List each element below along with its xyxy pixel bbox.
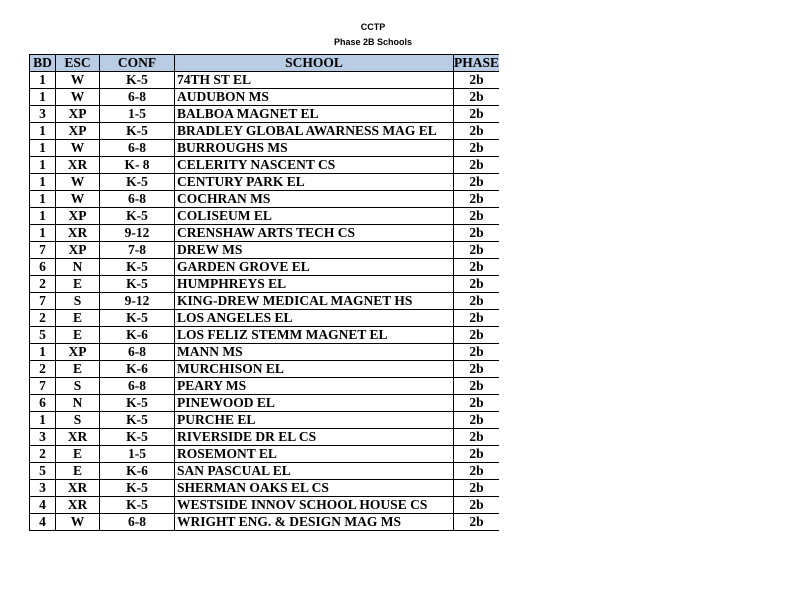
- cell-conf: 6-8: [100, 140, 175, 157]
- table-row: [30, 327, 500, 344]
- cell-phase: 2b: [454, 276, 500, 293]
- cell-phase: 2b: [454, 344, 500, 361]
- cell-school: CRENSHAW ARTS TECH CS: [175, 225, 454, 242]
- cell-bd: 4: [30, 497, 56, 514]
- cell-esc: E: [56, 463, 100, 480]
- cell-esc: W: [56, 191, 100, 208]
- cell-phase: 2b: [454, 208, 500, 225]
- document-title: CCTP: [360, 22, 386, 32]
- cell-bd: 3: [30, 106, 56, 123]
- cell-school: HUMPHREYS EL: [175, 276, 454, 293]
- table-row: [30, 463, 500, 480]
- cell-conf: K-5: [100, 276, 175, 293]
- cell-bd: 1: [30, 174, 56, 191]
- cell-phase: 2b: [454, 463, 500, 480]
- cell-conf: 1-5: [100, 446, 175, 463]
- cell-bd: 7: [30, 293, 56, 310]
- cell-school: AUDUBON MS: [175, 89, 454, 106]
- cell-bd: 2: [30, 276, 56, 293]
- table-row: [30, 259, 500, 276]
- table-row: [30, 157, 500, 174]
- cell-phase: 2b: [454, 191, 500, 208]
- cell-bd: 1: [30, 344, 56, 361]
- cell-conf: 9-12: [100, 293, 175, 310]
- cell-phase: 2b: [454, 157, 500, 174]
- cell-conf: 9-12: [100, 225, 175, 242]
- cell-conf: K-6: [100, 463, 175, 480]
- column-header-school: SCHOOL: [175, 55, 454, 72]
- cell-school: SAN PASCUAL EL: [175, 463, 454, 480]
- cell-school: CELERITY NASCENT CS: [175, 157, 454, 174]
- cell-esc: N: [56, 395, 100, 412]
- cell-phase: 2b: [454, 72, 500, 89]
- cell-phase: 2b: [454, 361, 500, 378]
- cell-bd: 3: [30, 480, 56, 497]
- cell-conf: 7-8: [100, 242, 175, 259]
- table-row: [30, 480, 500, 497]
- cell-phase: 2b: [454, 395, 500, 412]
- cell-bd: 2: [30, 361, 56, 378]
- cell-bd: 1: [30, 208, 56, 225]
- cell-bd: 7: [30, 242, 56, 259]
- cell-esc: E: [56, 310, 100, 327]
- cell-esc: W: [56, 514, 100, 531]
- cell-school: COCHRAN MS: [175, 191, 454, 208]
- table-row: [30, 395, 500, 412]
- cell-conf: K-5: [100, 395, 175, 412]
- table-header-row: [30, 55, 500, 72]
- cell-esc: W: [56, 72, 100, 89]
- cell-conf: K-5: [100, 259, 175, 276]
- cell-school: COLISEUM EL: [175, 208, 454, 225]
- cell-phase: 2b: [454, 259, 500, 276]
- cell-school: PINEWOOD EL: [175, 395, 454, 412]
- cell-conf: 6-8: [100, 191, 175, 208]
- cell-phase: 2b: [454, 242, 500, 259]
- cell-bd: 1: [30, 157, 56, 174]
- cell-esc: E: [56, 327, 100, 344]
- cell-conf: K-5: [100, 123, 175, 140]
- cell-school: MURCHISON EL: [175, 361, 454, 378]
- cell-phase: 2b: [454, 378, 500, 395]
- table-row: [30, 378, 500, 395]
- cell-esc: XP: [56, 242, 100, 259]
- cell-school: RIVERSIDE DR EL CS: [175, 429, 454, 446]
- cell-esc: XP: [56, 106, 100, 123]
- table-row: [30, 72, 500, 89]
- cell-esc: E: [56, 276, 100, 293]
- cell-bd: 2: [30, 310, 56, 327]
- cell-conf: K-5: [100, 310, 175, 327]
- cell-phase: 2b: [454, 480, 500, 497]
- cell-esc: S: [56, 412, 100, 429]
- cell-conf: 6-8: [100, 378, 175, 395]
- cell-conf: K-6: [100, 361, 175, 378]
- column-header-bd: BD: [30, 55, 56, 72]
- cell-phase: 2b: [454, 514, 500, 531]
- cell-school: LOS FELIZ STEMM MAGNET EL: [175, 327, 454, 344]
- cell-conf: K-5: [100, 480, 175, 497]
- cell-school: WRIGHT ENG. & DESIGN MAG MS: [175, 514, 454, 531]
- cell-bd: 1: [30, 89, 56, 106]
- column-header-esc: ESC: [56, 55, 100, 72]
- cell-esc: XR: [56, 225, 100, 242]
- table-row: [30, 361, 500, 378]
- cell-phase: 2b: [454, 412, 500, 429]
- table-row: [30, 446, 500, 463]
- table-row: [30, 293, 500, 310]
- cell-esc: XP: [56, 208, 100, 225]
- cell-bd: 3: [30, 429, 56, 446]
- cell-phase: 2b: [454, 446, 500, 463]
- cell-esc: S: [56, 378, 100, 395]
- cell-conf: K-5: [100, 429, 175, 446]
- cell-conf: K-5: [100, 72, 175, 89]
- cell-esc: N: [56, 259, 100, 276]
- cell-school: ROSEMONT EL: [175, 446, 454, 463]
- cell-conf: K-5: [100, 208, 175, 225]
- table-row: [30, 208, 500, 225]
- cell-phase: 2b: [454, 293, 500, 310]
- cell-esc: W: [56, 89, 100, 106]
- cell-conf: K-5: [100, 497, 175, 514]
- cell-bd: 4: [30, 514, 56, 531]
- cell-esc: XP: [56, 344, 100, 361]
- cell-bd: 5: [30, 463, 56, 480]
- cell-esc: XP: [56, 123, 100, 140]
- cell-conf: K-5: [100, 174, 175, 191]
- cell-conf: K-5: [100, 412, 175, 429]
- schools-table: [29, 54, 499, 531]
- cell-esc: XR: [56, 429, 100, 446]
- cell-conf: 1-5: [100, 106, 175, 123]
- cell-phase: 2b: [454, 310, 500, 327]
- cell-esc: XR: [56, 497, 100, 514]
- cell-school: KING-DREW MEDICAL MAGNET HS: [175, 293, 454, 310]
- cell-esc: E: [56, 361, 100, 378]
- cell-school: 74TH ST EL: [175, 72, 454, 89]
- cell-phase: 2b: [454, 174, 500, 191]
- cell-school: SHERMAN OAKS EL CS: [175, 480, 454, 497]
- cell-conf: K-6: [100, 327, 175, 344]
- cell-phase: 2b: [454, 429, 500, 446]
- cell-phase: 2b: [454, 106, 500, 123]
- cell-phase: 2b: [454, 123, 500, 140]
- cell-bd: 1: [30, 140, 56, 157]
- cell-esc: W: [56, 140, 100, 157]
- cell-esc: XR: [56, 480, 100, 497]
- table-row: [30, 106, 500, 123]
- cell-school: GARDEN GROVE EL: [175, 259, 454, 276]
- cell-school: BRADLEY GLOBAL AWARNESS MAG EL: [175, 123, 454, 140]
- column-header-phase: PHASE: [454, 55, 500, 70]
- cell-phase: 2b: [454, 89, 500, 106]
- cell-phase: 2b: [454, 140, 500, 157]
- cell-bd: 6: [30, 259, 56, 276]
- table-row: [30, 276, 500, 293]
- table-row: [30, 225, 500, 242]
- cell-bd: 1: [30, 72, 56, 89]
- cell-bd: 1: [30, 123, 56, 140]
- cell-phase: 2b: [454, 225, 500, 242]
- cell-school: BALBOA MAGNET EL: [175, 106, 454, 123]
- cell-phase: 2b: [454, 497, 500, 514]
- cell-bd: 1: [30, 191, 56, 208]
- cell-school: PEARY MS: [175, 378, 454, 395]
- table-row: [30, 242, 500, 259]
- cell-bd: 7: [30, 378, 56, 395]
- table-row: [30, 174, 500, 191]
- cell-bd: 1: [30, 225, 56, 242]
- table-row: [30, 310, 500, 327]
- cell-phase: 2b: [454, 327, 500, 344]
- table-row: [30, 412, 500, 429]
- cell-esc: W: [56, 174, 100, 191]
- cell-conf: 6-8: [100, 514, 175, 531]
- table-row: [30, 140, 500, 157]
- document-subtitle: Phase 2B Schools: [333, 37, 413, 47]
- cell-school: MANN MS: [175, 344, 454, 361]
- table-row: [30, 514, 500, 531]
- cell-esc: XR: [56, 157, 100, 174]
- table-row: [30, 123, 500, 140]
- cell-school: CENTURY PARK EL: [175, 174, 454, 191]
- cell-bd: 2: [30, 446, 56, 463]
- cell-school: BURROUGHS MS: [175, 140, 454, 157]
- cell-school: LOS ANGELES EL: [175, 310, 454, 327]
- cell-conf: K- 8: [100, 157, 175, 174]
- table-row: [30, 429, 500, 446]
- cell-bd: 5: [30, 327, 56, 344]
- column-header-conf: CONF: [100, 55, 175, 72]
- cell-school: DREW MS: [175, 242, 454, 259]
- cell-bd: 1: [30, 412, 56, 429]
- cell-school: PURCHE EL: [175, 412, 454, 429]
- cell-conf: 6-8: [100, 344, 175, 361]
- cell-school: WESTSIDE INNOV SCHOOL HOUSE CS: [175, 497, 454, 514]
- table-row: [30, 497, 500, 514]
- cell-conf: 6-8: [100, 89, 175, 106]
- table-row: [30, 344, 500, 361]
- cell-esc: S: [56, 293, 100, 310]
- table-row: [30, 191, 500, 208]
- cell-esc: E: [56, 446, 100, 463]
- cell-bd: 6: [30, 395, 56, 412]
- table-row: [30, 89, 500, 106]
